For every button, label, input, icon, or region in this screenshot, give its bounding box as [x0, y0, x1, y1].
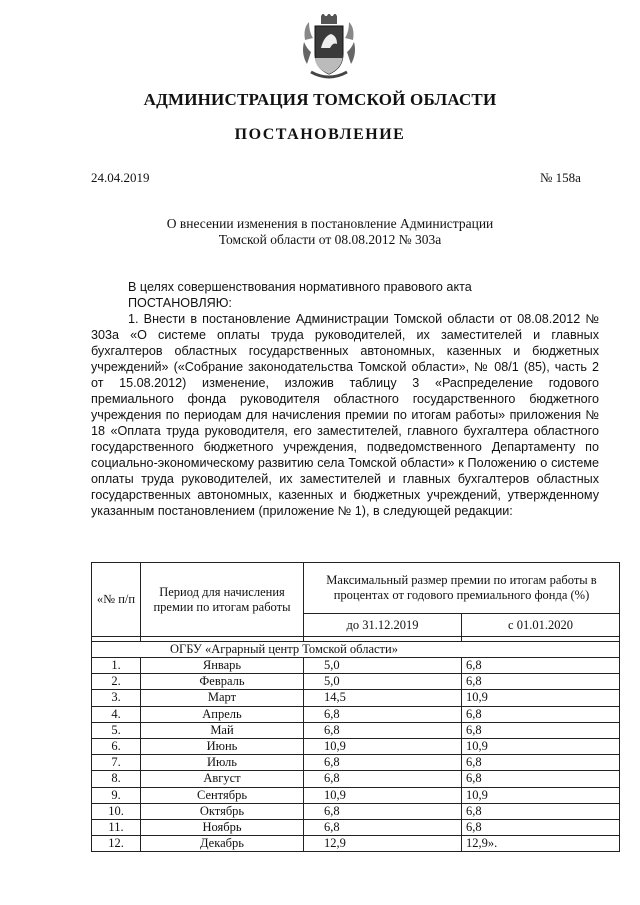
- row-value-2020: 6,8: [462, 803, 620, 819]
- row-month: Январь: [141, 658, 304, 674]
- row-value-2020: 6,8: [462, 819, 620, 835]
- table-row: [92, 674, 620, 690]
- row-value-2019: 5,0: [304, 658, 462, 674]
- header-from-2020: с 01.01.2020: [462, 614, 620, 637]
- row-number: 9.: [92, 787, 141, 803]
- row-number: 1.: [92, 658, 141, 674]
- row-value-2019: 6,8: [304, 803, 462, 819]
- row-number: 12.: [92, 836, 141, 852]
- institution-row: ОГБУ «Аграрный центр Томской области»: [92, 642, 620, 658]
- row-number: 8.: [92, 771, 141, 787]
- table-row: [92, 755, 620, 771]
- header-number: «№ п/п: [92, 563, 141, 637]
- row-value-2019: 6,8: [304, 755, 462, 771]
- row-month: Октябрь: [141, 803, 304, 819]
- row-value-2019: 12,9: [304, 836, 462, 852]
- resolution-keyword: ПОСТАНОВЛЯЮ:: [128, 296, 232, 310]
- header-max-bonus: Максимальный размер премии по итогам работы в процентах от годового премиального фонда (%): [304, 563, 620, 614]
- row-month: Декабрь: [141, 836, 304, 852]
- organization-name: АДМИНИСТРАЦИЯ ТОМСКОЙ ОБЛАСТИ: [143, 90, 497, 109]
- row-number: 7.: [92, 755, 141, 771]
- header-period: Период для начисления премии по итогам работы: [141, 563, 304, 637]
- table-row: [92, 658, 620, 674]
- subject-line-1: О внесении изменения в постановление Администрации: [166, 216, 494, 231]
- document-type: ПОСТАНОВЛЕНИЕ: [234, 126, 406, 143]
- table-row: [92, 706, 620, 722]
- month-rows: [92, 658, 620, 852]
- row-value-2019: 10,9: [304, 738, 462, 754]
- table-row: [92, 738, 620, 754]
- row-month: Июнь: [141, 738, 304, 754]
- row-value-2019: 10,9: [304, 787, 462, 803]
- row-value-2019: 14,5: [304, 690, 462, 706]
- row-month: Февраль: [141, 674, 304, 690]
- row-value-2020: 6,8: [462, 755, 620, 771]
- row-month: Апрель: [141, 706, 304, 722]
- subject-line-2: Томской области от 08.08.2012 № 303а: [218, 232, 442, 247]
- document-number: № 158а: [540, 170, 581, 185]
- bonus-table: [91, 562, 620, 852]
- row-value-2020: 10,9: [462, 690, 620, 706]
- preamble: В целях совершенствования нормативного правового акта: [128, 280, 472, 294]
- row-value-2019: 6,8: [304, 771, 462, 787]
- row-month: Август: [141, 771, 304, 787]
- row-number: 3.: [92, 690, 141, 706]
- table-row: [92, 690, 620, 706]
- row-number: 6.: [92, 738, 141, 754]
- row-value-2019: 5,0: [304, 674, 462, 690]
- table-row: [92, 787, 620, 803]
- document-body: [91, 279, 599, 519]
- row-month: Май: [141, 722, 304, 738]
- row-value-2020: 10,9: [462, 738, 620, 754]
- row-number: 10.: [92, 803, 141, 819]
- row-number: 2.: [92, 674, 141, 690]
- document-subject: [120, 216, 540, 248]
- header-until-2019: до 31.12.2019: [304, 614, 462, 637]
- row-value-2019: 6,8: [304, 722, 462, 738]
- row-month: Ноябрь: [141, 819, 304, 835]
- row-month: Июль: [141, 755, 304, 771]
- clause-1: 1. Внести в постановление Администрации Томской области от 08.08.2012 № 303а «О системе оплаты труда руководителей, их заместителей и главных бухгалтеров областных государственных автономных, казенных и бюджетных учреждений» («Собрание законодательства Томской области», № 08/1 (85), часть 2 от 15.08.2012) изменение, изложив таблицу 3 «Распределение годового премиального фонда руководителя областного государственного бюджетного учреждения по периодам для начисления премии по итогам работы» приложения № 18 «Оплата труда руководителя, его заместителей, главного бухгалтера областного государственного бюджетного учреждения, подведомственного Департаменту по социально-экономическому развитию села Томской области» к Положению о системе оплаты труда руководителей, их заместителей и главных бухгалтеров областных государственных автономных, казенных и бюджетных учреждений, утвержденному указанным постановлением (приложение № 1), в следующей редакции:: [91, 312, 599, 518]
- row-value-2019: 6,8: [304, 819, 462, 835]
- document-date: 24.04.2019: [91, 170, 150, 185]
- row-value-2020: 10,9: [462, 787, 620, 803]
- row-value-2020: 6,8: [462, 706, 620, 722]
- row-number: 11.: [92, 819, 141, 835]
- row-value-2020: 6,8: [462, 658, 620, 674]
- row-month: Март: [141, 690, 304, 706]
- row-value-2020: 6,8: [462, 674, 620, 690]
- table-row: [92, 836, 620, 852]
- row-number: 4.: [92, 706, 141, 722]
- table-row: [92, 803, 620, 819]
- row-value-2020: 6,8: [462, 771, 620, 787]
- row-month: Сентябрь: [141, 787, 304, 803]
- row-number: 5.: [92, 722, 141, 738]
- table-row: [92, 771, 620, 787]
- coat-of-arms-icon: [299, 14, 359, 84]
- row-value-2020: 6,8: [462, 722, 620, 738]
- row-value-2019: 6,8: [304, 706, 462, 722]
- row-value-2020: 12,9».: [462, 836, 620, 852]
- table-row: [92, 722, 620, 738]
- table-row: [92, 819, 620, 835]
